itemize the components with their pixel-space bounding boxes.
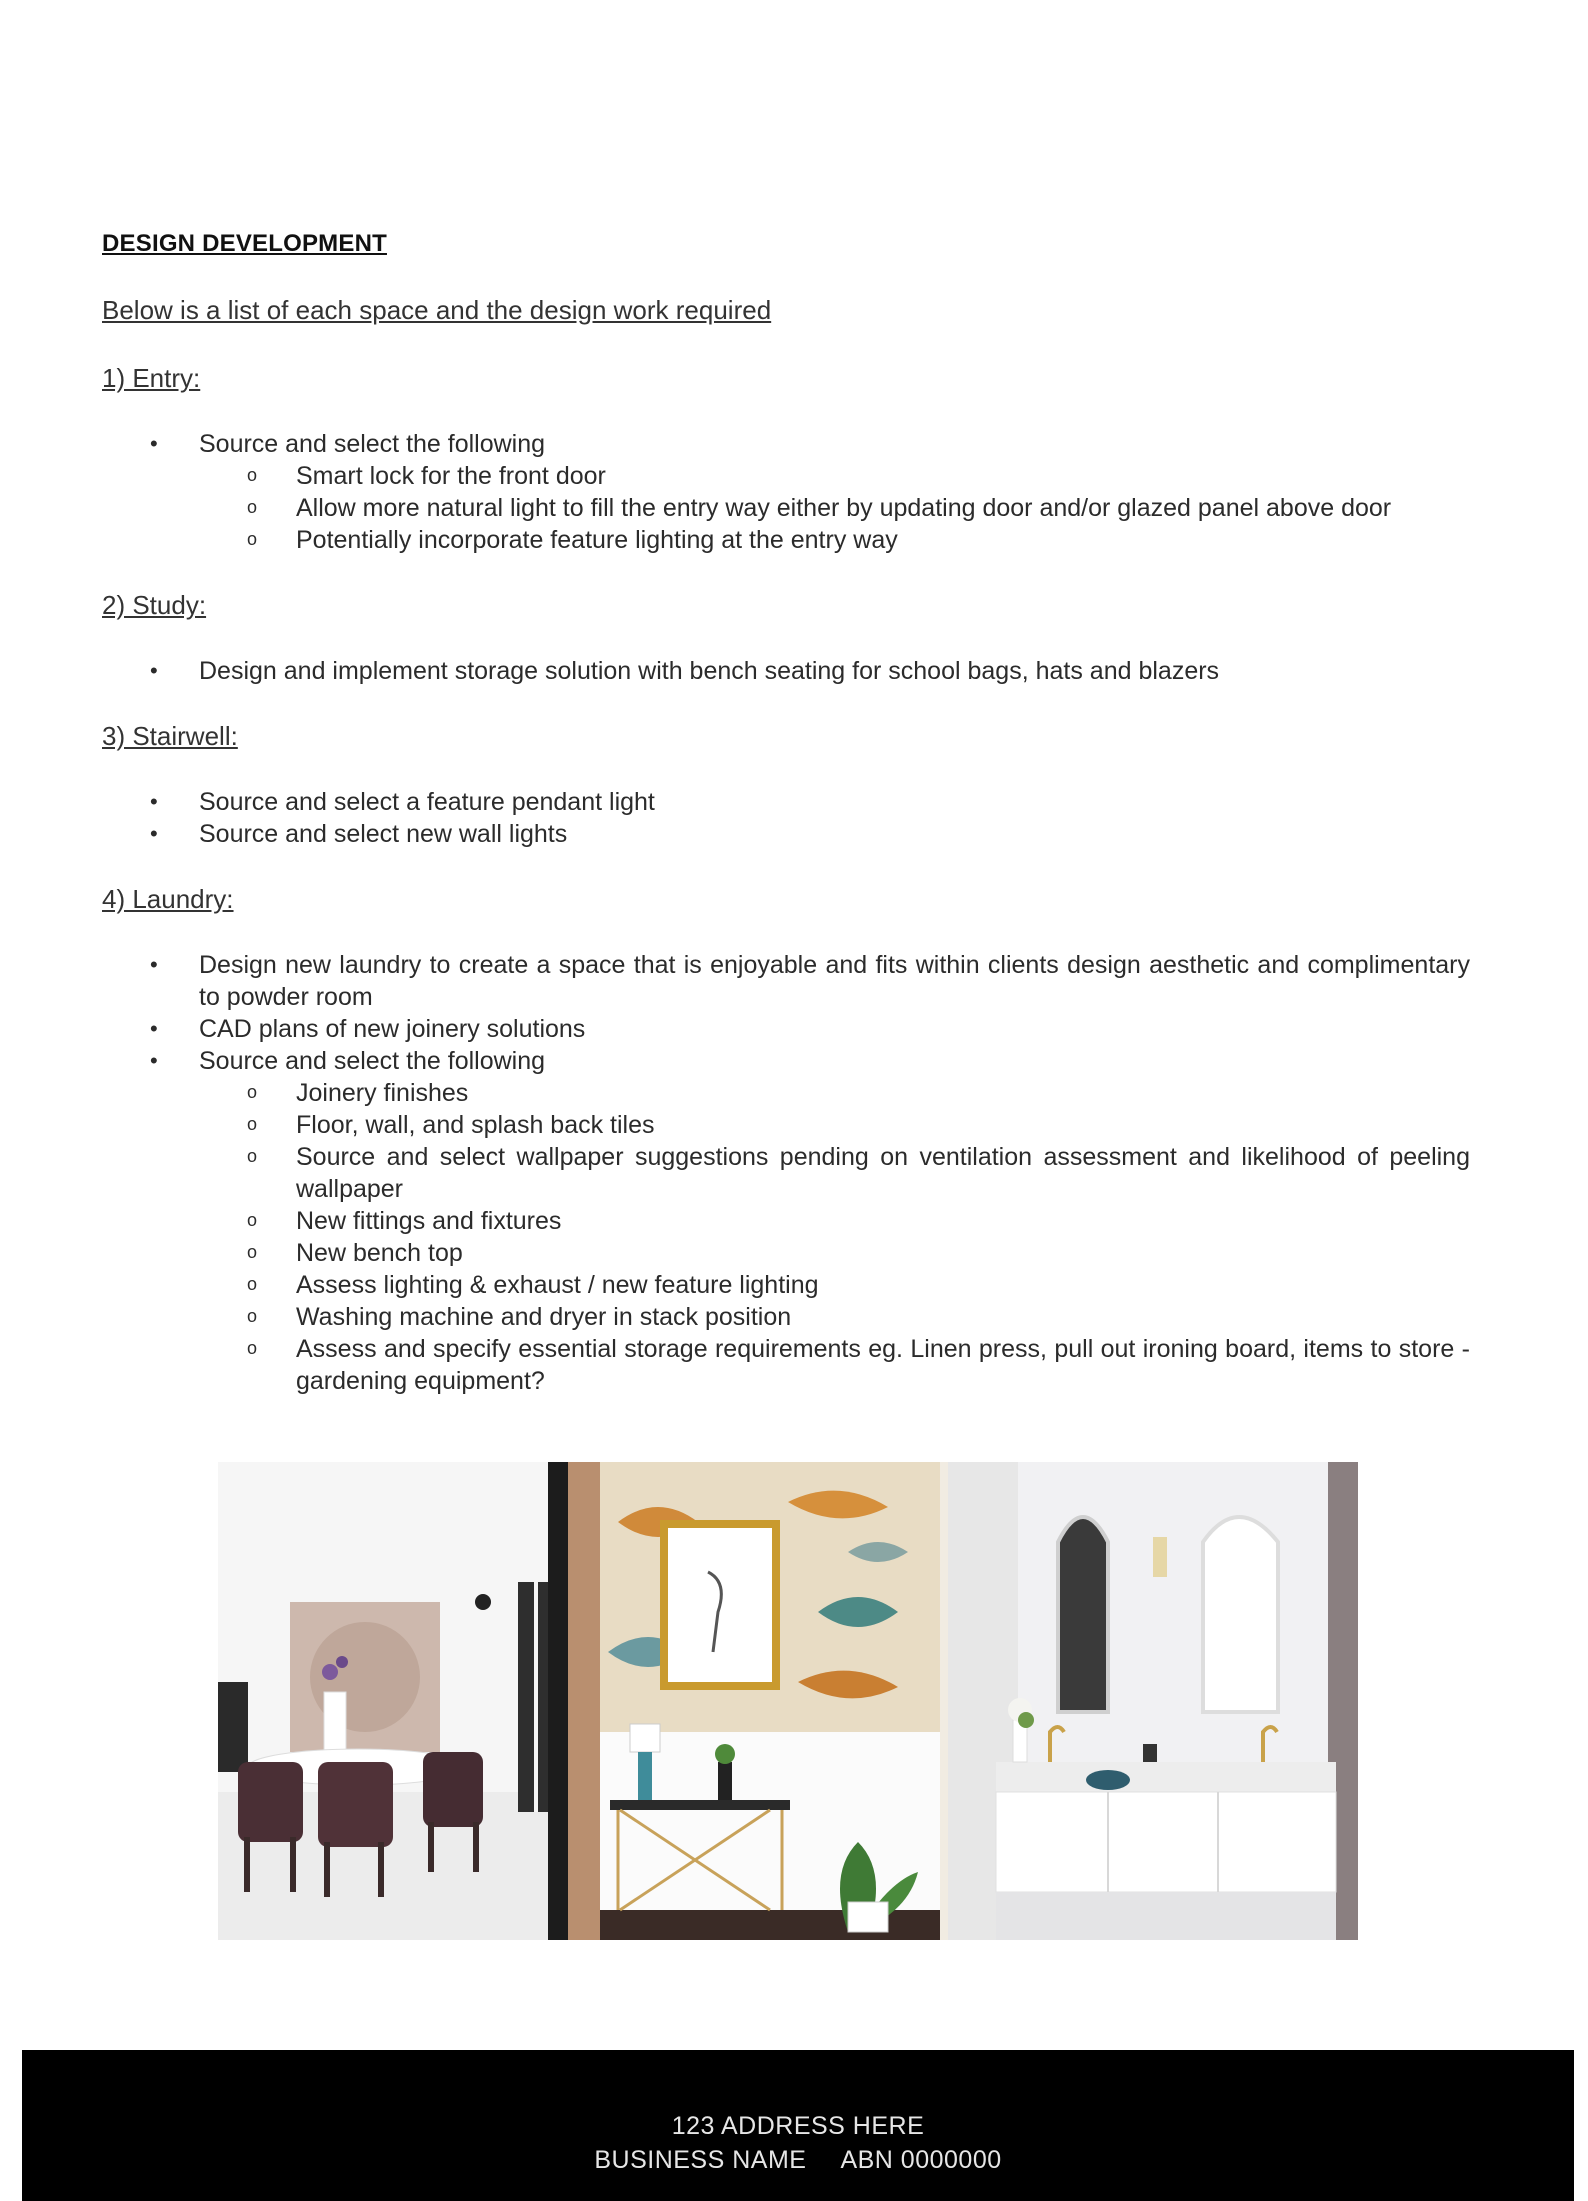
footer-abn: ABN 0000000 [840,2146,1002,2174]
stairwell-bullet-list [102,786,1470,850]
footer-business-name: BUSINESS NAME [594,2146,807,2174]
list-item: • Source and select a feature pendant light [102,786,1470,818]
entry-sub-list [199,460,1470,556]
section-title-laundry: 4) Laundry: [102,884,234,914]
list-item: • Design new laundry to create a space that is enjoyable and fits within clients design aesthetic and complimentary to powder room [102,949,1470,1013]
list-item [102,1045,1470,1397]
sub-list-item: o Joinery finishes [199,1077,1470,1109]
page-heading: DESIGN DEVELOPMENT [102,230,387,257]
mood-board-images [218,1462,1358,1940]
sub-list-item: o Potentially incorporate feature lighting at the entry way [199,524,1470,556]
sub-list-item: o Washing machine and dryer in stack position [199,1301,1470,1333]
entry-bullet-list [102,428,1470,556]
intro-text: Below is a list of each space and the design work required [102,295,772,325]
sub-list-item: o Assess lighting & exhaust / new feature lighting [199,1269,1470,1301]
sub-list-item: o New fittings and fixtures [199,1205,1470,1237]
list-item: • Design and implement storage solution with bench seating for school bags, hats and blazers [102,655,1470,687]
sub-list-item: o Floor, wall, and splash back tiles [199,1109,1470,1141]
document-body [102,230,1470,1431]
powder-room-photo [548,1462,948,1940]
sub-list-item: o New bench top [199,1237,1470,1269]
study-bullet-list [102,655,1470,687]
sub-list-item: o Assess and specify essential storage requirements eg. Linen press, pull out ironing board, items to store - gardening equipment? [199,1333,1470,1397]
list-item: • Source and select new wall lights [102,818,1470,850]
bathroom-vanity-photo [948,1462,1358,1940]
page-footer [22,2050,1574,2201]
sub-list-item: o Smart lock for the front door [199,460,1470,492]
footer-address: 123 ADDRESS HERE [671,2112,925,2140]
laundry-sub-list [199,1077,1470,1397]
bullet-text: Source and select the following [199,430,546,458]
dining-room-photo [218,1462,548,1940]
section-title-stairwell: 3) Stairwell: [102,721,238,751]
section-title-entry: 1) Entry: [102,363,201,393]
section-title-study: 2) Study: [102,590,207,620]
sub-list-item: o Allow more natural light to fill the entry way either by updating door and/or glazed panel above door [199,492,1470,524]
footer-business-line [22,2146,1574,2175]
sub-list-item: o Source and select wallpaper suggestions pending on ventilation assessment and likelihood of peeling wallpaper [199,1141,1470,1205]
laundry-bullet-list [102,949,1470,1397]
list-item: • CAD plans of new joinery solutions [102,1013,1470,1045]
list-item [102,428,1470,556]
bullet-text: Source and select the following [199,1047,546,1075]
